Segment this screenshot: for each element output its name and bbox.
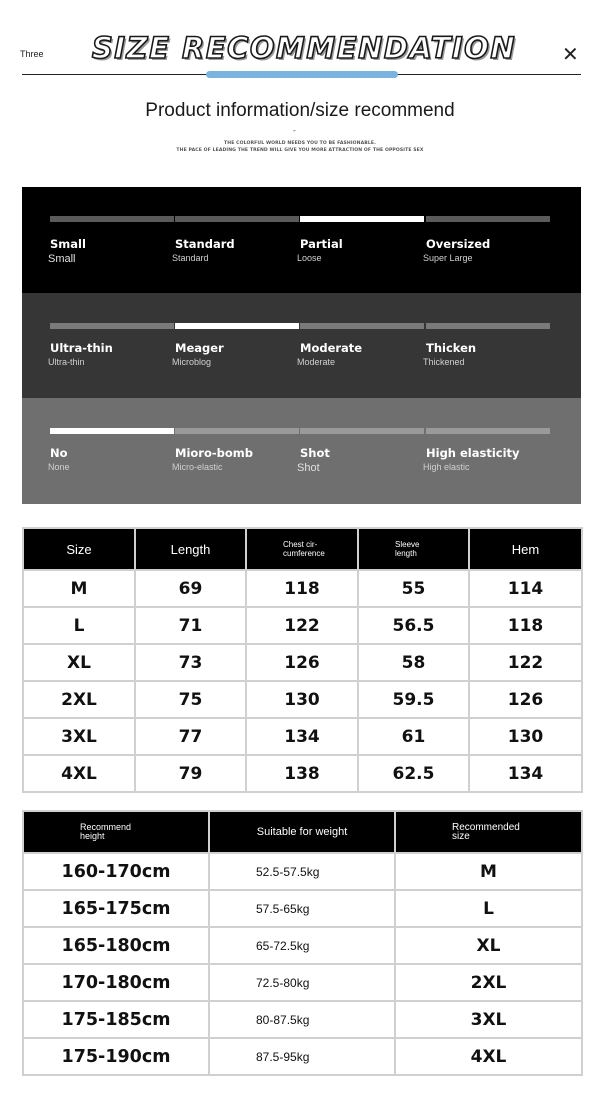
table-row [23,927,582,964]
attribute-option-sublabel: Moderate [297,357,336,367]
scale-bar [426,323,550,329]
attribute-option-label: Ultra-thin [50,341,113,355]
attribute-option-label: Meager [175,341,224,355]
size-cell: 2XL [395,964,582,1001]
size-cell: 3XL [395,1001,582,1038]
height-cell: 170-180cm [23,964,209,1001]
size-table-header-length: Length [135,528,246,570]
attribute-option-sublabel: Loose [297,253,322,263]
table-row [23,755,582,792]
tagline-line-2: THE PACE OF LEADING THE TREND WILL GIVE YOU MORE ATTRACTION OF THE OPPOSITE SEX [176,148,424,153]
weight-cell: 80-87.5kg [209,1001,395,1038]
attribute-option-sublabel: Standard [172,253,209,263]
attribute-option-sublabel: Super Large [423,253,473,263]
size-table-header-chest [246,528,358,570]
table-cell: 73 [135,644,246,681]
recommendation-header-height [23,811,209,853]
table-cell: 69 [135,570,246,607]
attribute-option-sublabel: Microblog [172,357,212,367]
height-cell: 175-190cm [23,1038,209,1075]
table-cell: 126 [469,681,582,718]
table-cell: 114 [469,570,582,607]
table-cell: 62.5 [358,755,469,792]
recommendation-table-body [23,853,582,1075]
table-cell: 130 [469,718,582,755]
height-header-text: Recommend height [80,822,132,841]
size-cell: XL [395,927,582,964]
table-row [23,644,582,681]
table-row [23,681,582,718]
attribute-option-label: Oversized [426,237,491,251]
table-cell: 122 [246,607,358,644]
attribute-option-label: Partial [300,237,343,251]
table-cell: L [23,607,135,644]
table-cell: 75 [135,681,246,718]
attribute-panel-fit [22,187,581,293]
size-table-body [23,570,582,792]
height-cell: 160-170cm [23,853,209,890]
scale-bar [300,428,424,434]
scale-bar [175,216,299,222]
close-icon[interactable]: ✕ [562,42,579,66]
scale-bar-selected [300,216,424,222]
table-cell: 130 [246,681,358,718]
table-cell: 4XL [23,755,135,792]
height-cell: 175-185cm [23,1001,209,1038]
subtitle-mark: - [293,126,296,135]
recommendation-header-weight: Suitable for weight [209,811,395,853]
table-row [23,853,582,890]
table-cell: 118 [246,570,358,607]
tagline [0,140,600,154]
table-cell: 58 [358,644,469,681]
attribute-option-label: Standard [175,237,235,251]
attribute-option-label: Mioro-bomb [175,446,253,460]
table-cell: 134 [469,755,582,792]
table-cell: M [23,570,135,607]
tagline-line-1: THE COLORFUL WORLD NEEDS YOU TO BE FASHIONABLE. [224,141,376,146]
attribute-option-sublabel: Small [48,253,76,265]
size-cell: 4XL [395,1038,582,1075]
table-cell: 77 [135,718,246,755]
attribute-option-label: High elasticity [426,446,520,460]
scale-bar [426,216,550,222]
table-cell: 126 [246,644,358,681]
scale-bar [300,323,424,329]
table-row [23,607,582,644]
page-title: SIZE RECOMMENDATION [91,31,517,65]
size-table [22,527,583,793]
table-cell: 71 [135,607,246,644]
size-cell: L [395,890,582,927]
attribute-option-sublabel: Thickened [423,357,465,367]
scale-bar [50,216,174,222]
recommendation-table-header-row [23,811,582,853]
attribute-option-label: Small [50,237,86,251]
attribute-option-label: Moderate [300,341,363,355]
table-row [23,718,582,755]
sleeve-header-text: Sleeve length [395,540,420,558]
table-cell: 56.5 [358,607,469,644]
table-row [23,1038,582,1075]
table-row [23,570,582,607]
table-cell: XL [23,644,135,681]
height-cell: 165-175cm [23,890,209,927]
attribute-option-sublabel: Micro-elastic [172,462,223,472]
weight-cell: 87.5-95kg [209,1038,395,1075]
recommendation-table [22,810,583,1076]
table-cell: 138 [246,755,358,792]
attribute-panel-thickness [22,293,581,398]
weight-cell: 72.5-80kg [209,964,395,1001]
scale-bar [426,428,550,434]
header-left-label: Three [20,49,44,59]
attribute-option-label: Thicken [426,341,477,355]
scale-bar-selected [175,323,299,329]
attribute-option-sublabel: High elastic [423,462,470,472]
table-cell: 59.5 [358,681,469,718]
scale-bar [175,428,299,434]
table-cell: 134 [246,718,358,755]
attribute-option-sublabel: Ultra-thin [48,357,85,367]
table-cell: 2XL [23,681,135,718]
recommendation-header-size [395,811,582,853]
height-cell: 165-180cm [23,927,209,964]
section-subtitle: Product information/size recommend [145,100,455,121]
scale-bar [50,323,174,329]
weight-cell: 65-72.5kg [209,927,395,964]
table-cell: 122 [469,644,582,681]
attribute-panel-elasticity [22,398,581,504]
header-accent-bar [206,71,398,78]
size-table-header-size: Size [23,528,135,570]
size-table-header-row [23,528,582,570]
size-cell: M [395,853,582,890]
table-row [23,890,582,927]
attribute-option-sublabel: None [48,462,70,472]
table-cell: 61 [358,718,469,755]
chest-header-text: Chest cir- cumference [283,540,325,558]
size-table-header-hem: Hem [469,528,582,570]
table-row [23,1001,582,1038]
size-table-header-sleeve [358,528,469,570]
attribute-option-sublabel: Shot [297,462,320,474]
size-header-text: Recommended size [452,822,520,842]
weight-cell: 57.5-65kg [209,890,395,927]
attribute-option-label: No [50,446,68,460]
weight-cell: 52.5-57.5kg [209,853,395,890]
scale-bar-selected [50,428,174,434]
table-cell: 55 [358,570,469,607]
table-cell: 3XL [23,718,135,755]
table-row [23,964,582,1001]
table-cell: 79 [135,755,246,792]
table-cell: 118 [469,607,582,644]
attribute-option-label: Shot [300,446,330,460]
